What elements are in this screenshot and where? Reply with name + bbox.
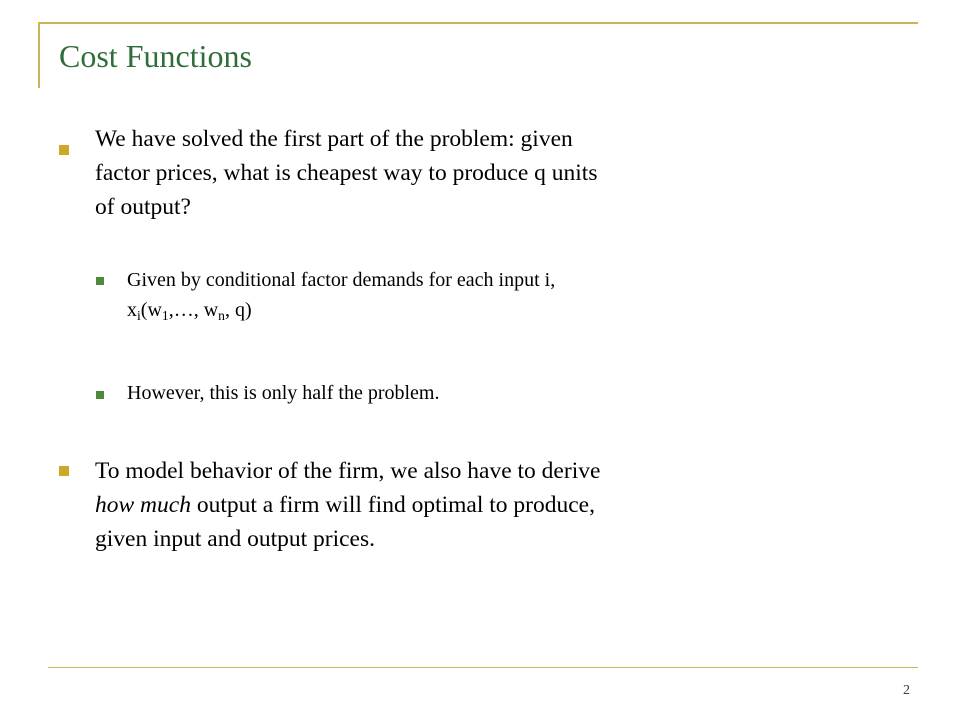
sub-bullet-text: However, this is only half the problem. — [127, 382, 440, 404]
slide-title: Cost Functions — [59, 38, 252, 74]
sub-bullet-text: Given by conditional factor demands for each input i, $x_i(w_1,\dots$, $w_n$, q) — [127, 269, 556, 324]
sub-bullet-marker-square — [96, 277, 104, 285]
sub-bullet-marker-square — [96, 391, 104, 399]
bullet-marker-square — [59, 145, 69, 155]
bullet-marker-square — [59, 466, 69, 476]
title-top-rule — [38, 22, 918, 24]
bullet-text: To model behavior of the firm, we also have to derive how much output a firm will find optimal to produce, given input and output prices. — [95, 458, 601, 552]
bullet-text: We have solved the first part of the problem: given factor prices, what is cheapest way to produce q units of output? — [95, 126, 598, 220]
title-left-rule — [38, 22, 40, 88]
page-number: 2 — [903, 683, 910, 698]
footer-rule — [48, 667, 918, 668]
